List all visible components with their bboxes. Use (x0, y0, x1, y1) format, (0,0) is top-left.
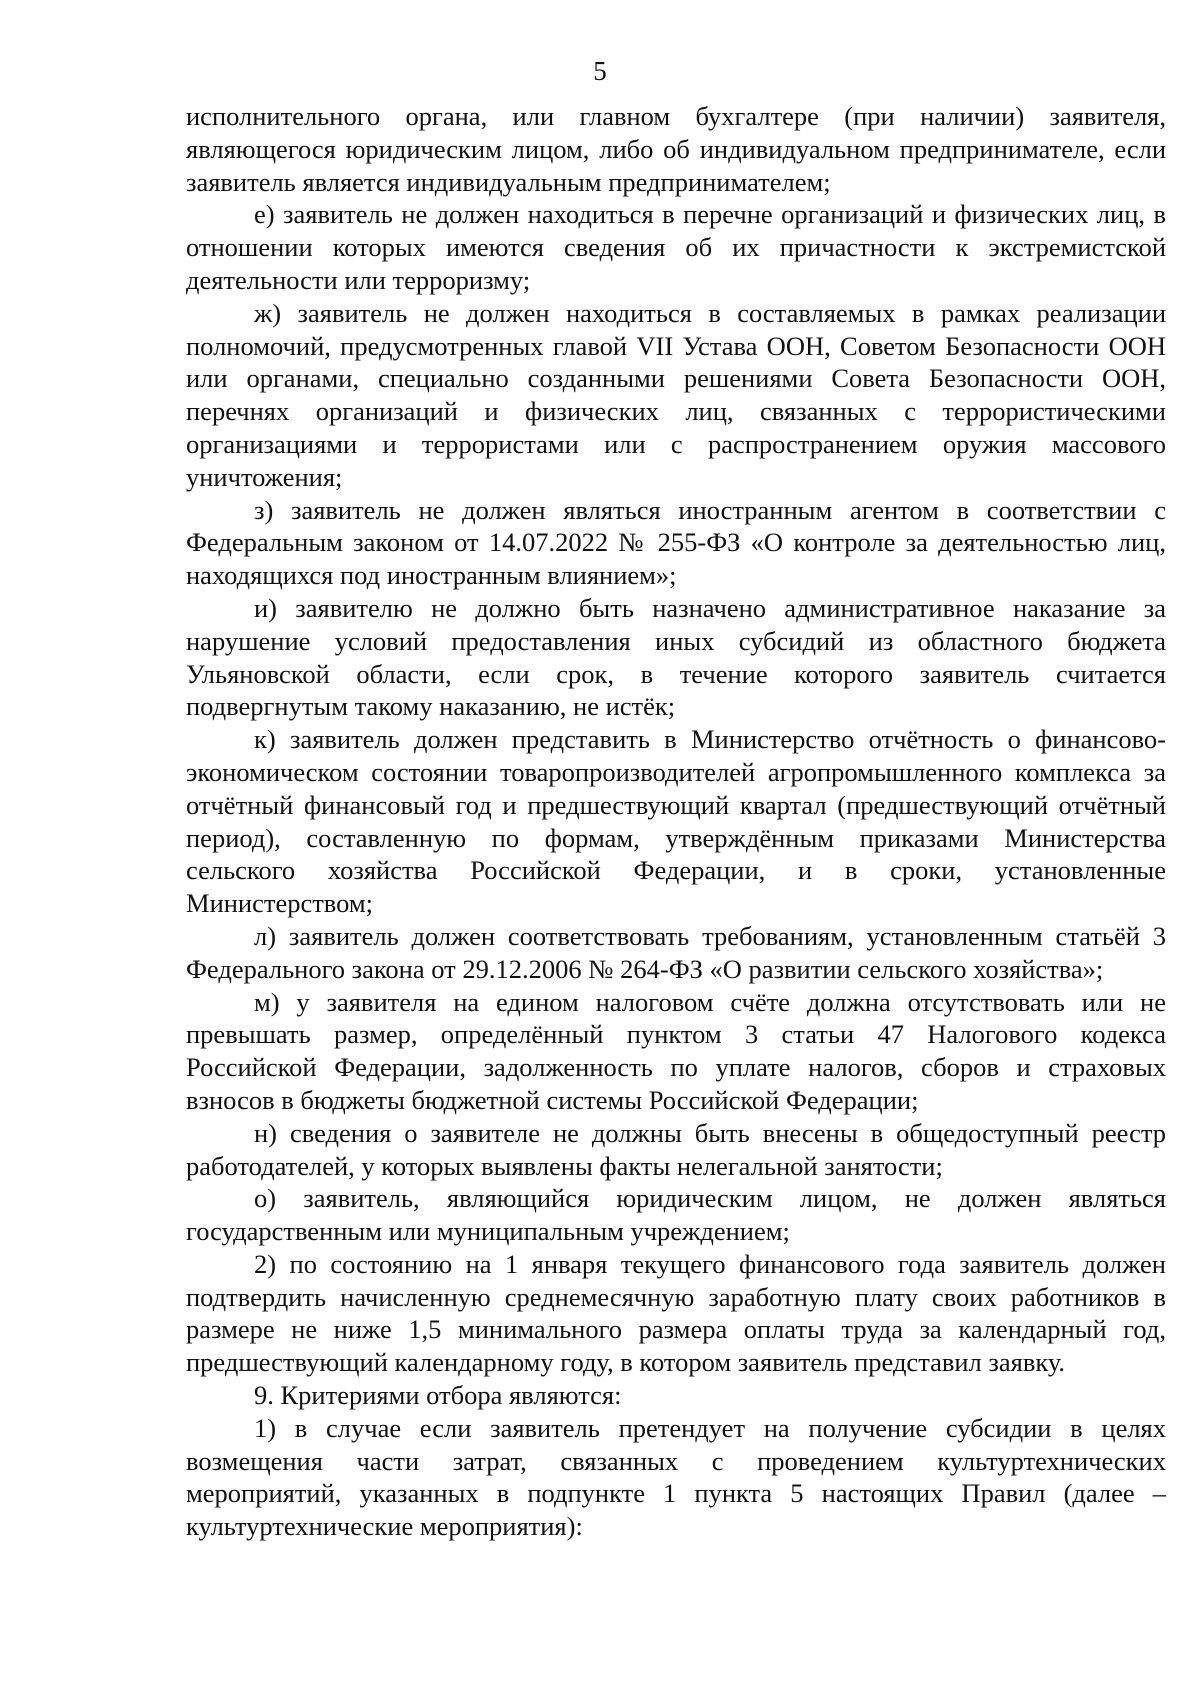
paragraph-zh: ж) заявитель не должен находиться в составляемых в рамках реализации полномочий, предусмотренных главой VII Устава ООН, Советом Безопасности ООН или органами, специально созданными решениями Совета Безопасности ООН, перечнях организаций и физических лиц, связанных с террористическими организациями и террористами или с распространением оружия массового уничтожения; (186, 297, 1166, 492)
paragraph-i: и) заявителю не должно быть назначено административное наказание за нарушение условий предоставления иных субсидий из областного бюджета Ульяновской области, если срок, в течение которого заявитель считается подвергнутым такому наказанию, не истёк; (186, 592, 1166, 722)
paragraph-o: о) заявитель, являющийся юридическим лицом, не должен являться государственным или муниципальным учреждением; (186, 1183, 1166, 1247)
paragraph-n: н) сведения о заявителе не должны быть внесены в общедоступный реестр работодателей, у которых выявлены факты нелегальной занятости; (186, 1117, 1166, 1181)
paragraph-2: 2) по состоянию на 1 января текущего финансового года заявитель должен подтвердить начисленную среднемесячную заработную плату своих работников в размере не ниже 1,5 минимального размера оплаты труда за календарный год, предшествующий календарному году, в котором заявитель представил заявку. (186, 1248, 1166, 1378)
paragraph-continuation: исполнительного органа, или главном бухгалтере (при наличии) заявителя, являющегося юридическим лицом, либо об индивидуальном предпринимателе, если заявитель является индивидуальным предпринимателем; (186, 101, 1166, 197)
paragraph-m: м) у заявителя на едином налоговом счёте должна отсутствовать или не превышать размер, определённый пунктом 3 статьи 47 Налогового кодекса Российской Федерации, задолженность по уплате налогов, сборов и страховых взносов в бюджеты бюджетной системы Российской Федерации; (186, 986, 1166, 1115)
paragraph-k: к) заявитель должен представить в Министерство отчётность о финансово-экономическом состоянии товаропроизводителей агропромышленного комплекса за отчётный финансовый год и предшествующий квартал (предшествующий отчётный период), составленную по формам, утверждённым приказами Министерства сельского хозяйства Российской Федерации, и в сроки, установленные Министерством; (186, 724, 1166, 919)
paragraph-l: л) заявитель должен соответствовать требованиям, установленным статьёй 3 Федерального закона от 29.12.2006 № 264-ФЗ «О развитии сельского хозяйства»; (186, 920, 1166, 984)
document-body (186, 100, 1166, 1543)
paragraph-9-heading: 9. Критериями отбора являются: (254, 1380, 622, 1411)
paragraph-e: е) заявитель не должен находиться в перечне организаций и физических лиц, в отношении которых имеются сведения об их причастности к экстремистской деятельности или терроризму; (186, 199, 1166, 295)
page-number: 5 (593, 56, 607, 86)
paragraph-9-1: 1) в случае если заявитель претендует на получение субсидии в целях возмещения части затрат, связанных с проведением культуртехнических мероприятий, указанных в подпункте 1 пункта 5 настоящих Правил (далее – культуртехнические мероприятия): (186, 1412, 1166, 1542)
paragraph-z: з) заявитель не должен являться иностранным агентом в соответствии с Федеральным законом от 14.07.2022 № 255-ФЗ «О контроле за деятельностью лиц, находящихся под иностранным влиянием»; (186, 494, 1166, 591)
